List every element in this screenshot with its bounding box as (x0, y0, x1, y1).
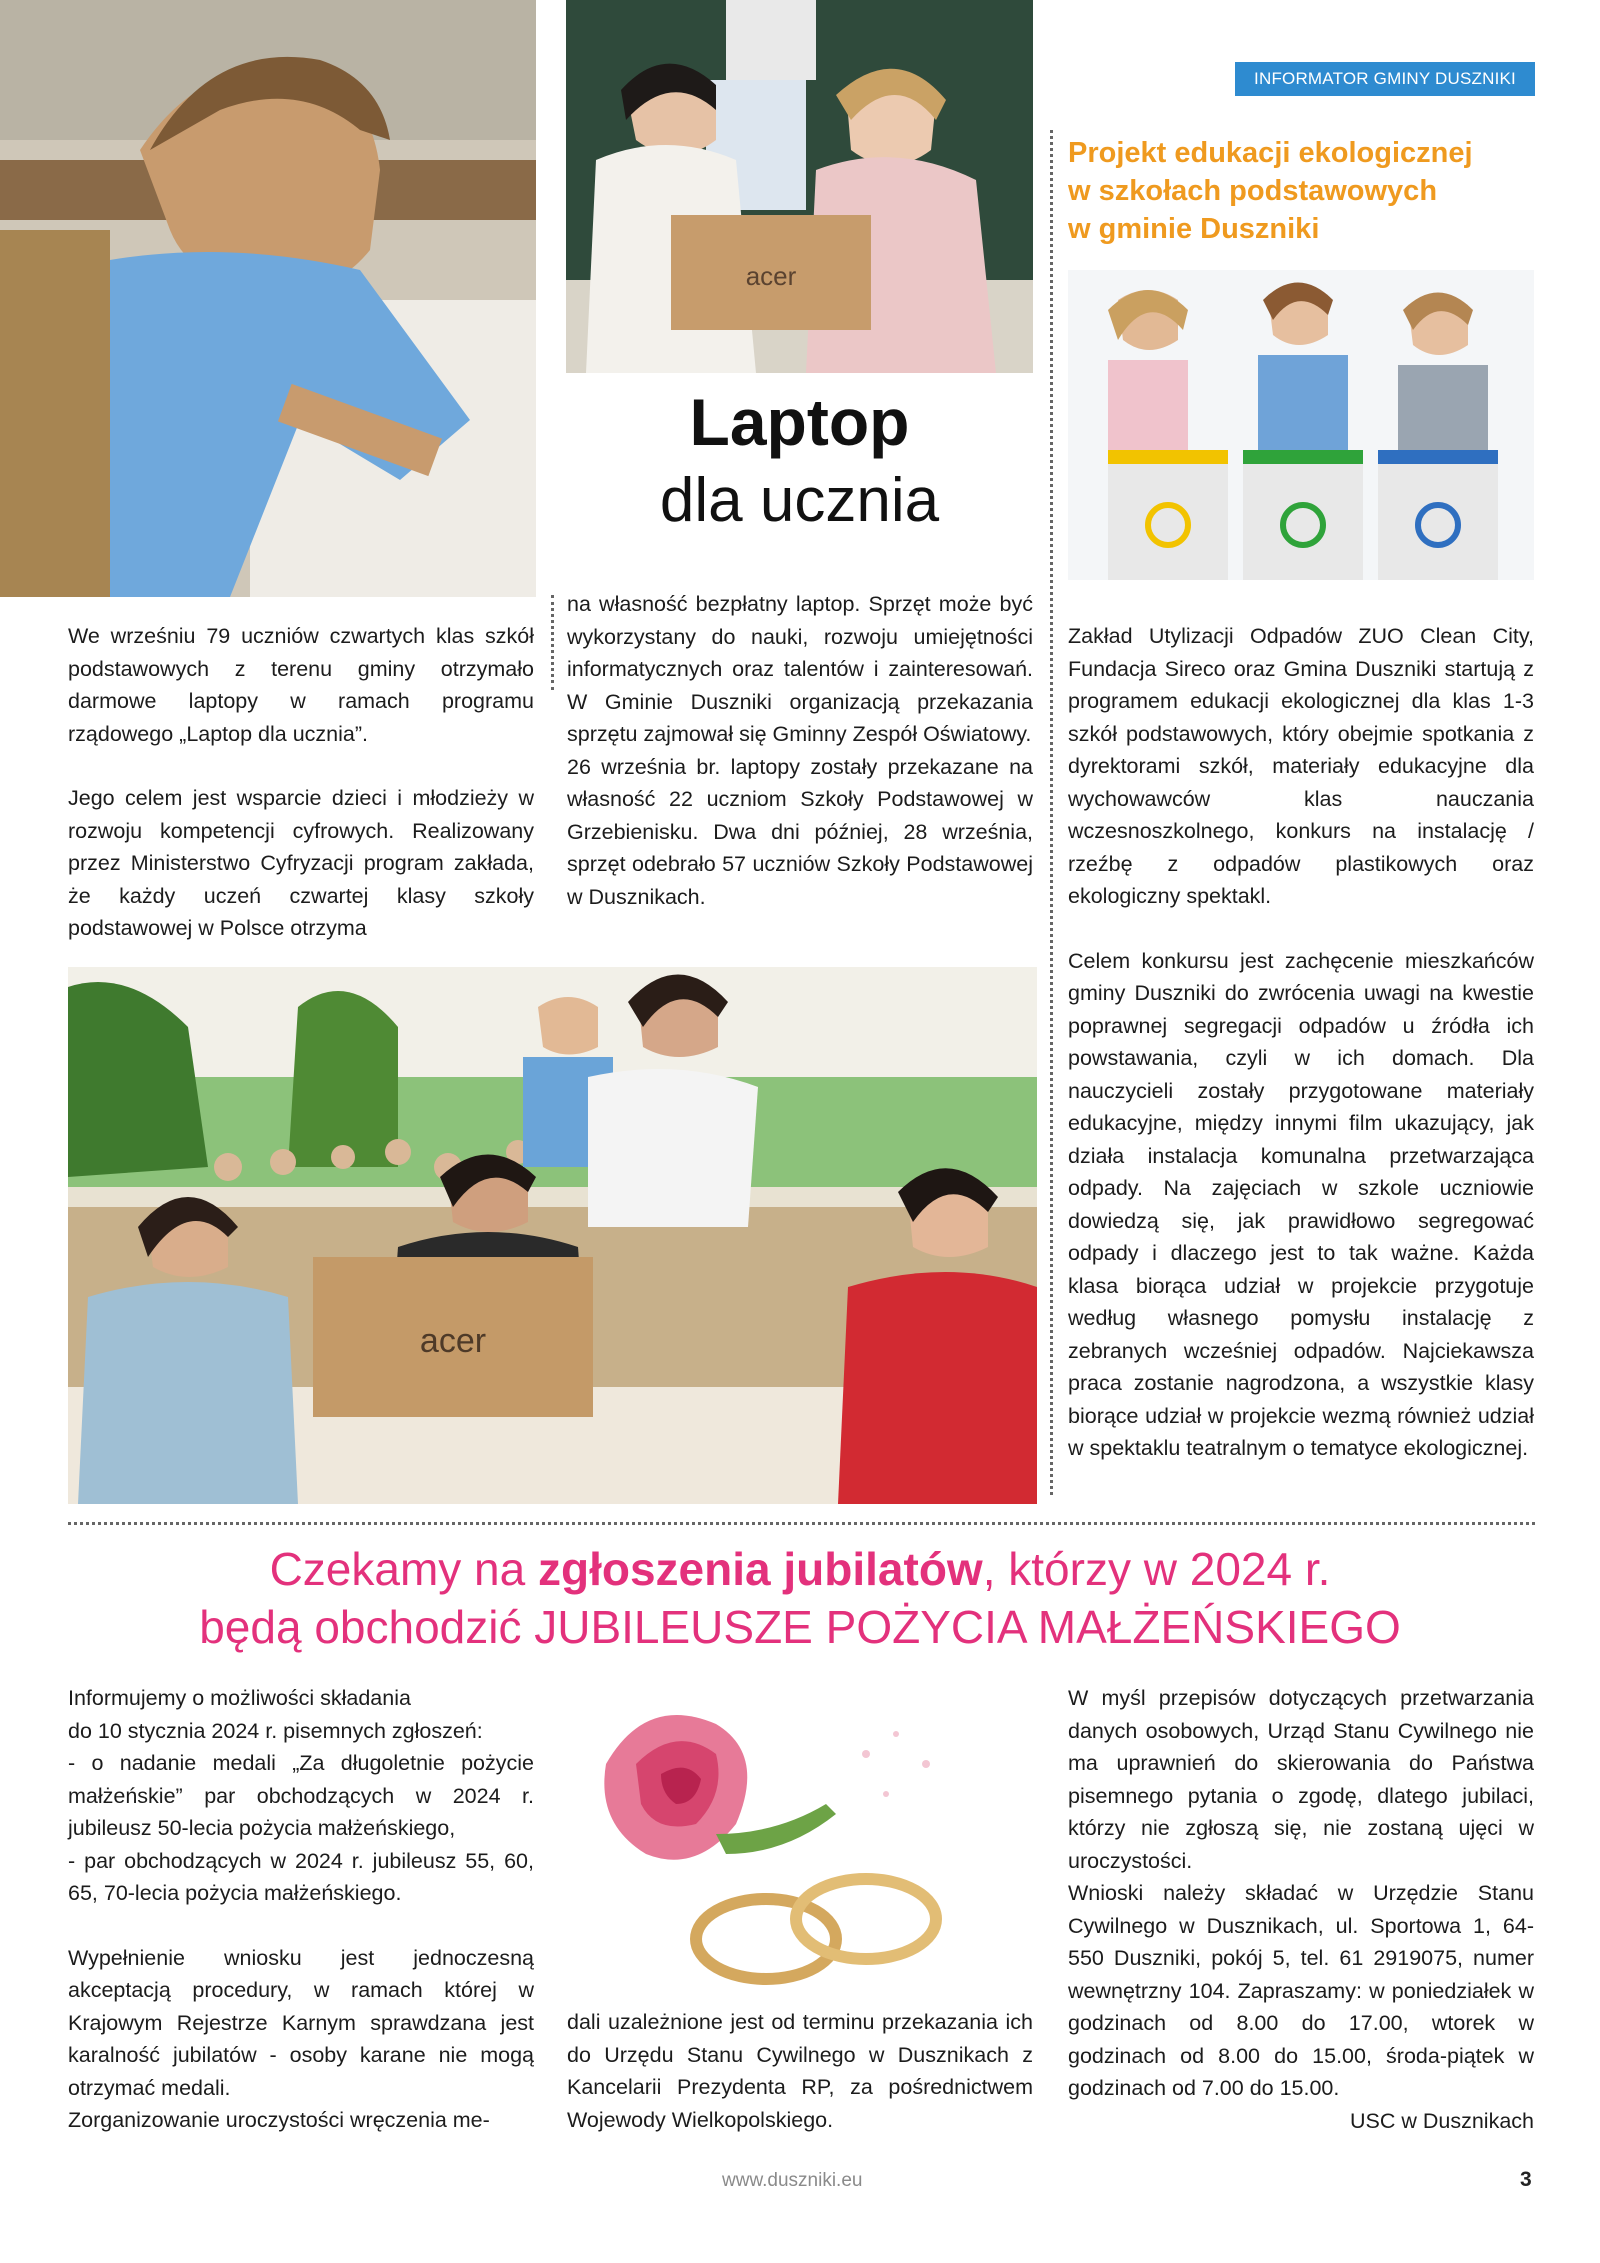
photo-rose-rings (566, 1684, 1033, 2004)
laptop-article-col-2 (567, 588, 1033, 913)
box-brand-label: acer (745, 261, 797, 291)
jubilee-item-2: - par obchodzących w 2024 r. jubileusz 55, 60, 65, 70-lecia pożycia małżeńskiego. (68, 1848, 534, 1905)
section-badge: INFORMATOR GMINY DUSZNIKI (1235, 62, 1535, 96)
column-divider-right (1050, 130, 1053, 1495)
jubilee-paragraph-1: Wypełnienie wniosku jest jednoczesną akceptacją procedury, w ramach której w Krajowym Rejestrze Karnym sprawdzana jest karalność jubilatów - osoby karane nie mogą otrzymać medali. (68, 1945, 534, 2100)
column-divider-left (551, 595, 554, 690)
laptop-article-col-1 (68, 620, 534, 945)
jubilee-signature: USC w Dusznikach (1350, 2108, 1534, 2133)
jubilee-lead-1: Informujemy o możliwości składania (68, 1686, 411, 1710)
section-divider (68, 1522, 1535, 1525)
eco-project-title (1068, 134, 1548, 248)
eco-title-line-3: w gminie Duszniki (1068, 213, 1320, 245)
jubilee-paragraph-4: W myśl przepisów dotyczących przetwarzania danych osobowych, Urząd Stanu Cywilnego nie ma uprawnień do skierowania do Państwa pisemnego pytania o zgodę, dlatego jubilaci, którzy nie zgłoszą się, nie zostaną ujęci w uroczystości. (1068, 1686, 1534, 1873)
box-brand-label-2: acer (419, 1322, 487, 1360)
jubilee-item-1: - o nadanie medali „Za długoletnie pożycie małżeńskie” par obchodzących w 2024 r. jubileusz 50-lecia pożycia małżeńskiego, (68, 1751, 534, 1840)
laptop-headline-line-2: dla ucznia (659, 466, 940, 535)
jubilee-article-col-2 (567, 2006, 1033, 2136)
laptop-article-lead: We wrześniu 79 uczniów czwartych klas szkół podstawowych z terenu gminy otrzymało darmowe laptopy w ramach programu rządowego „Laptop dla ucznia”. (68, 624, 534, 746)
laptop-headline-line-1: Laptop (689, 385, 910, 459)
eco-title-line-1: Projekt edukacji ekologicznej (1068, 137, 1473, 169)
laptop-article-paragraph-2: na własność bezpłatny laptop. Sprzęt może być wykorzystany do nauki, rozwoju umiejętności informatycznych oraz talentów i zainteresowań. W Gminie Duszniki organizacją przekazania sprzętu zajmował się Gminny Zespół Oświatowy. (567, 592, 1033, 746)
laptop-article-paragraph-3: 26 września br. laptopy zostały przekazane na własność 22 uczniom Szkoły Podstawowej w Grzebienisku. Dwa dni później, 28 września, sprzęt odebrało 57 uczniów Szkoły Podstawowej w Dusznikach. (567, 754, 1033, 909)
photo-kids-recycling (1068, 270, 1534, 580)
eco-article (1068, 620, 1534, 1465)
photo-women-laptop-box (566, 0, 1033, 373)
eco-article-lead: Zakład Utylizacji Odpadów ZUO Clean City, Fundacja Sireco oraz Gmina Duszniki startują z programem edukacji ekologicznej dla klas 1-3 szkół podstawowych, który obejmie spotkania z dyrektorami szkół, materiały edukacyjne dla wychowawców klas nauczania wczesnoszkolnego, konkurs na instalację / rzeźbę z odpadów plastikowych oraz ekologiczny spektakl. (1068, 624, 1534, 908)
eco-title-line-2: w szkołach podstawowych (1068, 175, 1438, 207)
jubilee-headline-line-2: będą obchodzić JUBILEUSZE POŻYCIA MAŁŻEŃSKIEGO (199, 1601, 1401, 1653)
jubilee-headline-post: , którzy w 2024 r. (982, 1543, 1331, 1595)
jubilee-headline-emphasis: zgłoszenia jubilatów (538, 1543, 983, 1595)
jubilee-article-col-3 (1068, 1682, 1534, 2137)
photo-girl-writing (0, 0, 536, 597)
photo-classroom-group (68, 967, 1037, 1504)
laptop-article-paragraph-1: Jego celem jest wsparcie dzieci i młodzieży w rozwoju kompetencji cyfrowych. Realizowany przez Ministerstwo Cyfryzacji program zakłada, że każdy uczeń czwartej klasy szkoły podstawowej w Polsce otrzyma (68, 786, 534, 940)
jubilee-paragraph-2: Zorganizowanie uroczystości wręczenia me- (68, 2108, 490, 2132)
jubilee-article-col-1 (68, 1682, 534, 2137)
jubilee-headline-pre: Czekamy na (269, 1543, 538, 1595)
jubilee-paragraph-5: Wnioski należy składać w Urzędzie Stanu Cywilnego w Dusznikach, ul. Sportowa 1, 64-550 Duszniki, pokój 5, tel. 61 2919075, numer wewnętrzny 104. Zapraszamy: w poniedziałek w godzinach od 8.00 do 17.00, wtorek w godzinach od 8.00 do 15.00, środa-piątek w godzinach od 7.00 do 15.00. (1068, 1881, 1534, 2100)
jubilee-paragraph-3: dali uzależnione jest od terminu przekazania ich do Urzędu Stanu Cywilnego w Dusznikach z Kancelarii Prezydenta RP, za pośrednictwem Wojewody Wielkopolskiego. (567, 2010, 1033, 2132)
jubilee-headline (60, 1540, 1540, 1656)
page-number: 3 (1520, 2168, 1532, 2191)
laptop-headline (566, 386, 1033, 546)
footer-website-url: www.duszniki.eu (722, 2170, 863, 2191)
jubilee-headline-line-1 (60, 1540, 1540, 1598)
jubilee-lead-2: do 10 stycznia 2024 r. pisemnych zgłoszeń: (68, 1718, 483, 1743)
eco-article-body: Celem konkursu jest zachęcenie mieszkańców gminy Duszniki do zwrócenia uwagi na kwestie poprawnej segregacji odpadów u źródła ich powstawania, czyli w ich domach. Dla nauczycieli zostały przygotowane materiały edukacyjne, między innymi film ukazujący, jak działa instalacja komunalna przetwarzająca odpady. Na zajęciach w szkole uczniowie dowiedzą się, jak prawidłowo segregować odpady i dlaczego jest to tak ważne. Każda klasa biorąca udział w projekcie przygotuje według własnego pomysłu instalację z zebranych wcześniej odpadów. Najciekawsza praca zostanie nagrodzona, a wszystkie klasy biorące udział w projekcie wezmą również udział w spektaklu teatralnym o tematyce ekologicznej. (1068, 948, 1534, 1460)
